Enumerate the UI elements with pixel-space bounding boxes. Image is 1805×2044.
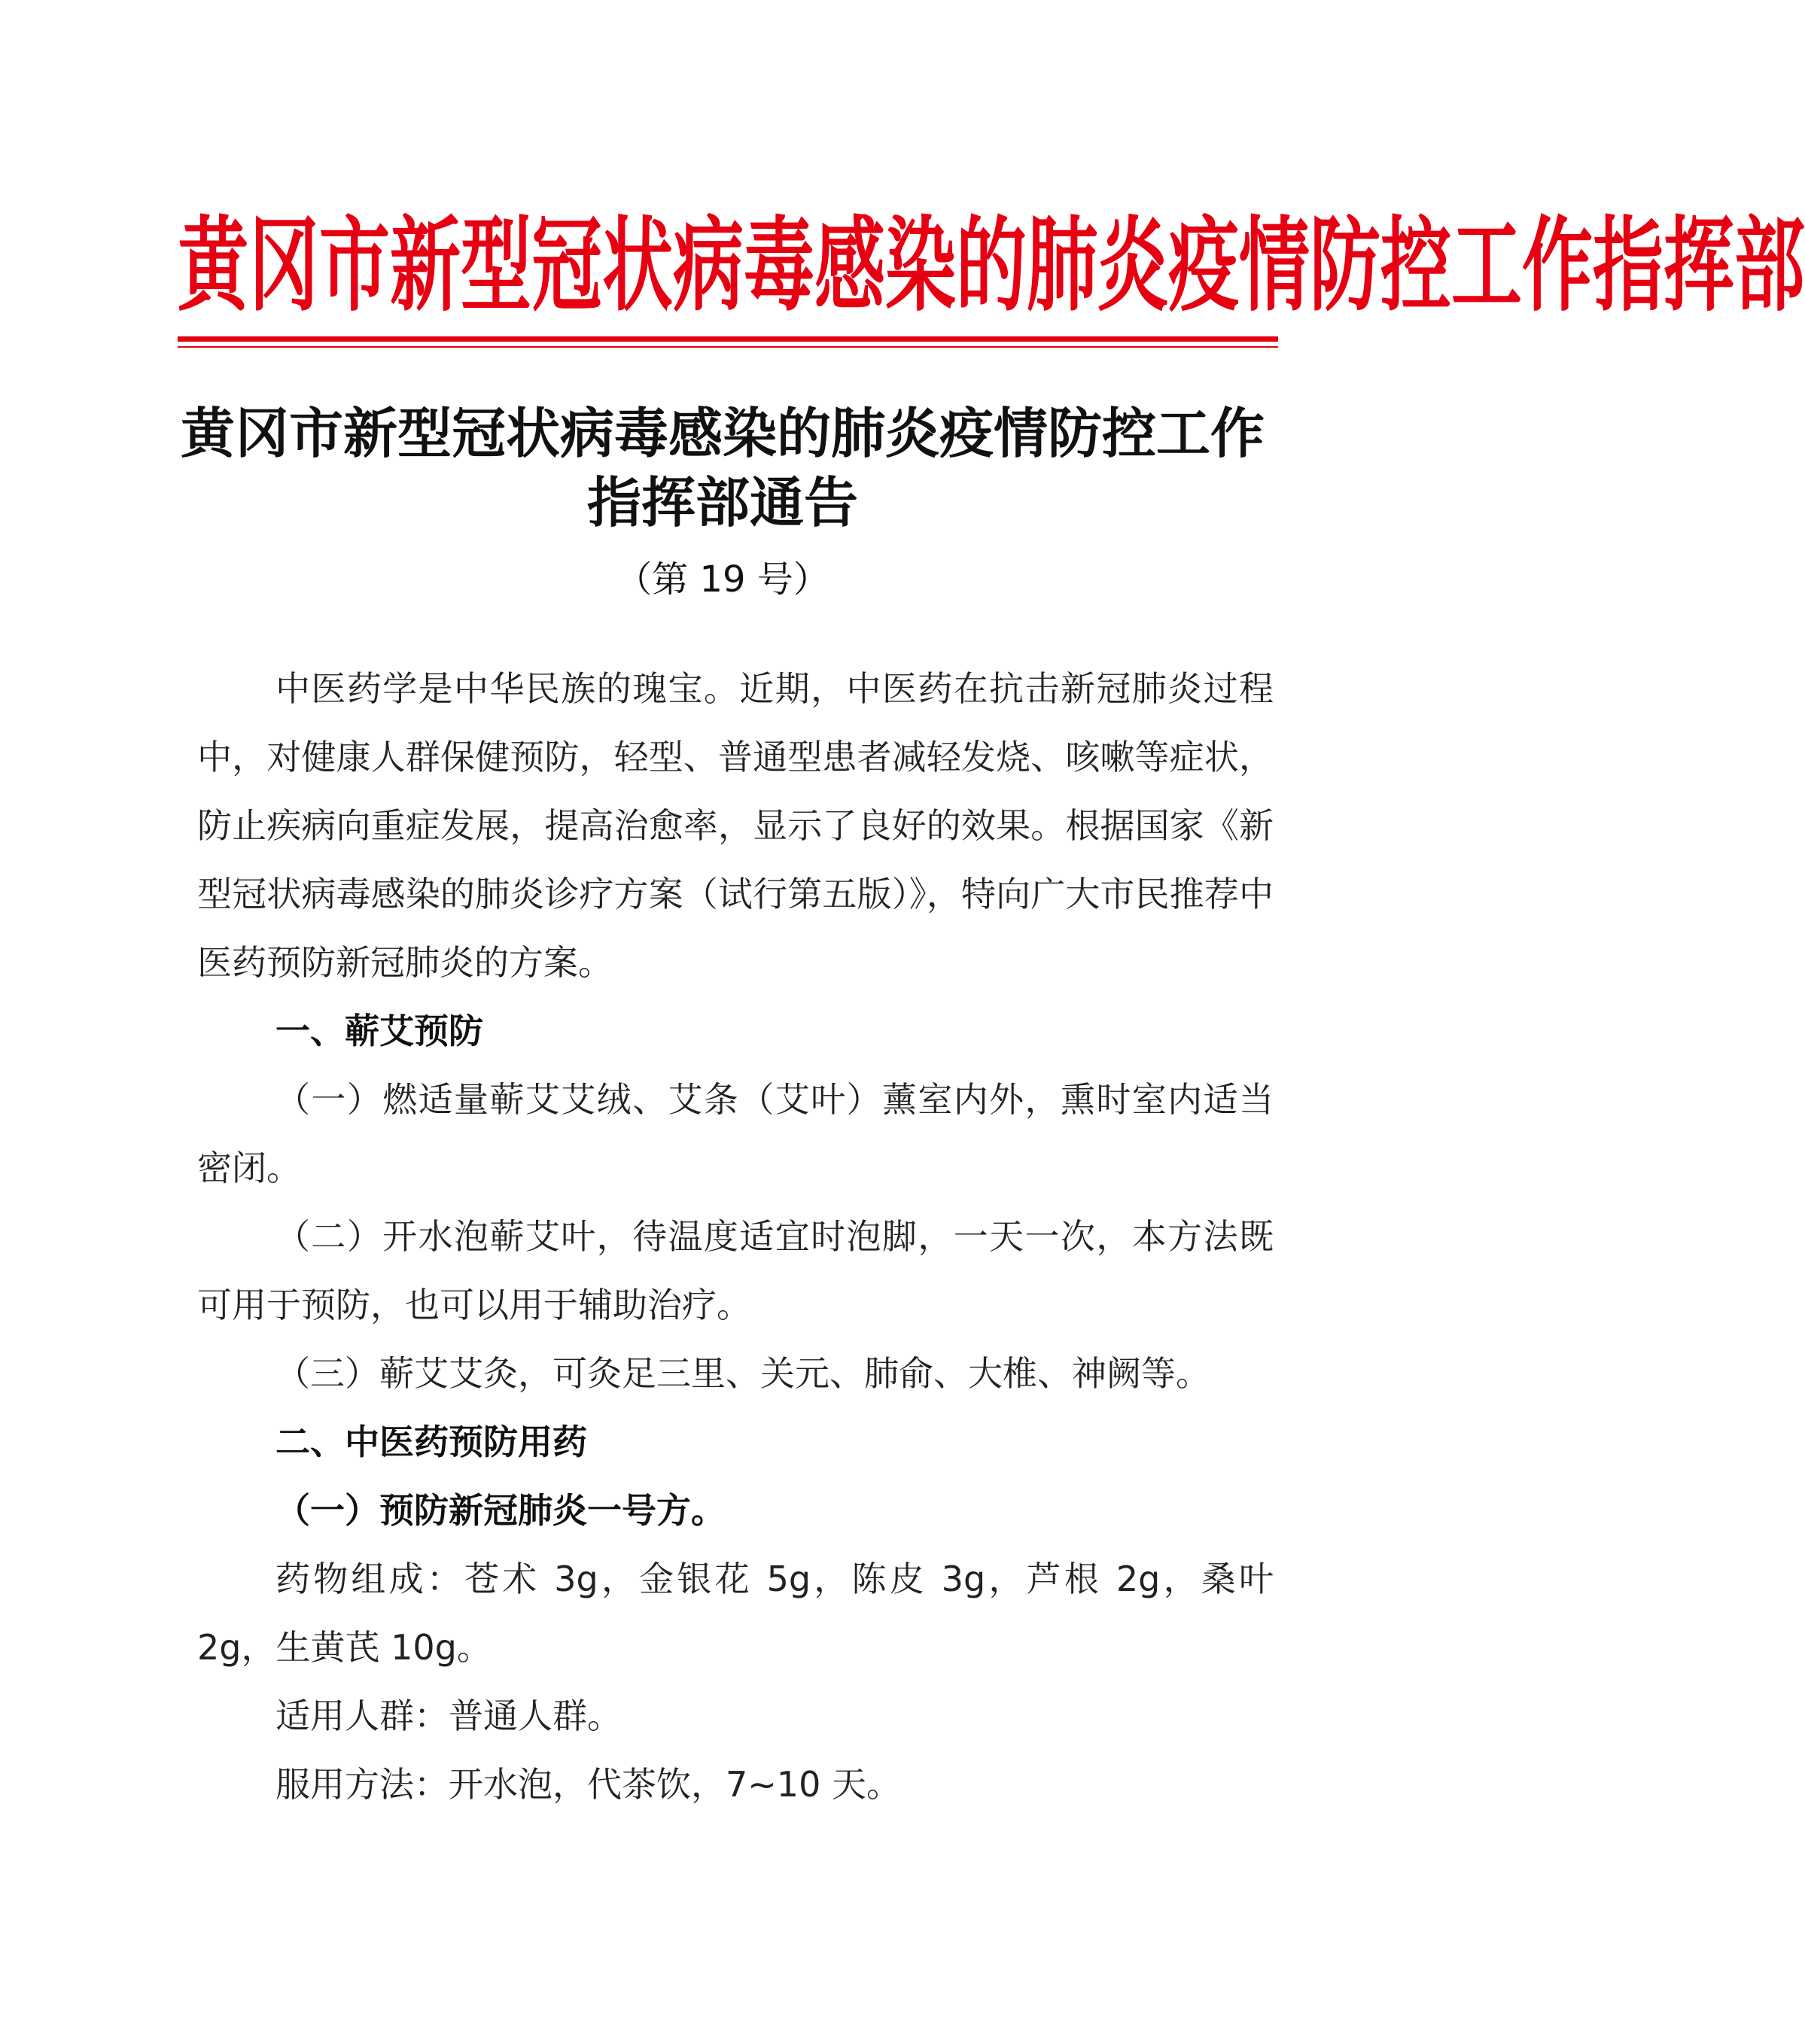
notice-title — [151, 399, 1295, 537]
notice-body — [197, 655, 1274, 1819]
usage-paragraph: 服用方法：开水泡，代茶饮，7~10 天。 — [275, 1764, 901, 1805]
section-2-sub-1-heading: （一）预防新冠肺炎一号方。 — [275, 1490, 726, 1531]
masthead-rule-thin — [178, 346, 1278, 348]
section-1-item-2: （二）开水泡蕲艾叶，待温度适宜时泡脚，一天一次，本方法既可用于预防，也可以用于辅助治疗。 — [197, 1216, 1274, 1325]
audience-paragraph: 适用人群：普通人群。 — [275, 1696, 622, 1736]
section-1-item-1: （一）燃适量蕲艾艾绒、艾条（艾叶）薰室内外，熏时室内适当密闭。 — [197, 1079, 1274, 1188]
notice-number: （第 19 号） — [616, 558, 829, 601]
intro-paragraph: 中医药学是中华民族的瑰宝。近期，中医药在抗击新冠肺炎过程中，对健康人群保健预防，轻型、普通型患者减轻发烧、咳嗽等症状，防止疾病向重症发展，提高治愈率，显示了良好的效果。根据国家《新型冠状病毒感染的肺炎诊疗方案（试行第五版）》，特向广大市民推荐中医药预防新冠肺炎的方案。 — [197, 668, 1274, 983]
title-line-1: 黄冈市新型冠状病毒感染的肺炎疫情防控工作 — [180, 401, 1265, 465]
red-masthead: 黄冈市新型冠状病毒感染的肺炎疫情防控工作指挥部 — [178, 207, 1805, 327]
title-line-2: 指挥部通告 — [586, 470, 858, 534]
masthead-rule-thick — [178, 336, 1278, 342]
section-1-item-3: （三）蕲艾艾灸，可灸足三里、关元、肺俞、大椎、神阙等。 — [275, 1353, 1210, 1394]
section-1-heading: 一、蕲艾预防 — [275, 1011, 483, 1051]
section-2-heading: 二、中医药预防用药 — [275, 1422, 587, 1462]
composition-paragraph: 药物组成：苍术 3g，金银花 5g，陈皮 3g，芦根 2g，桑叶 2g，生黄芪 10g。 — [197, 1559, 1274, 1668]
